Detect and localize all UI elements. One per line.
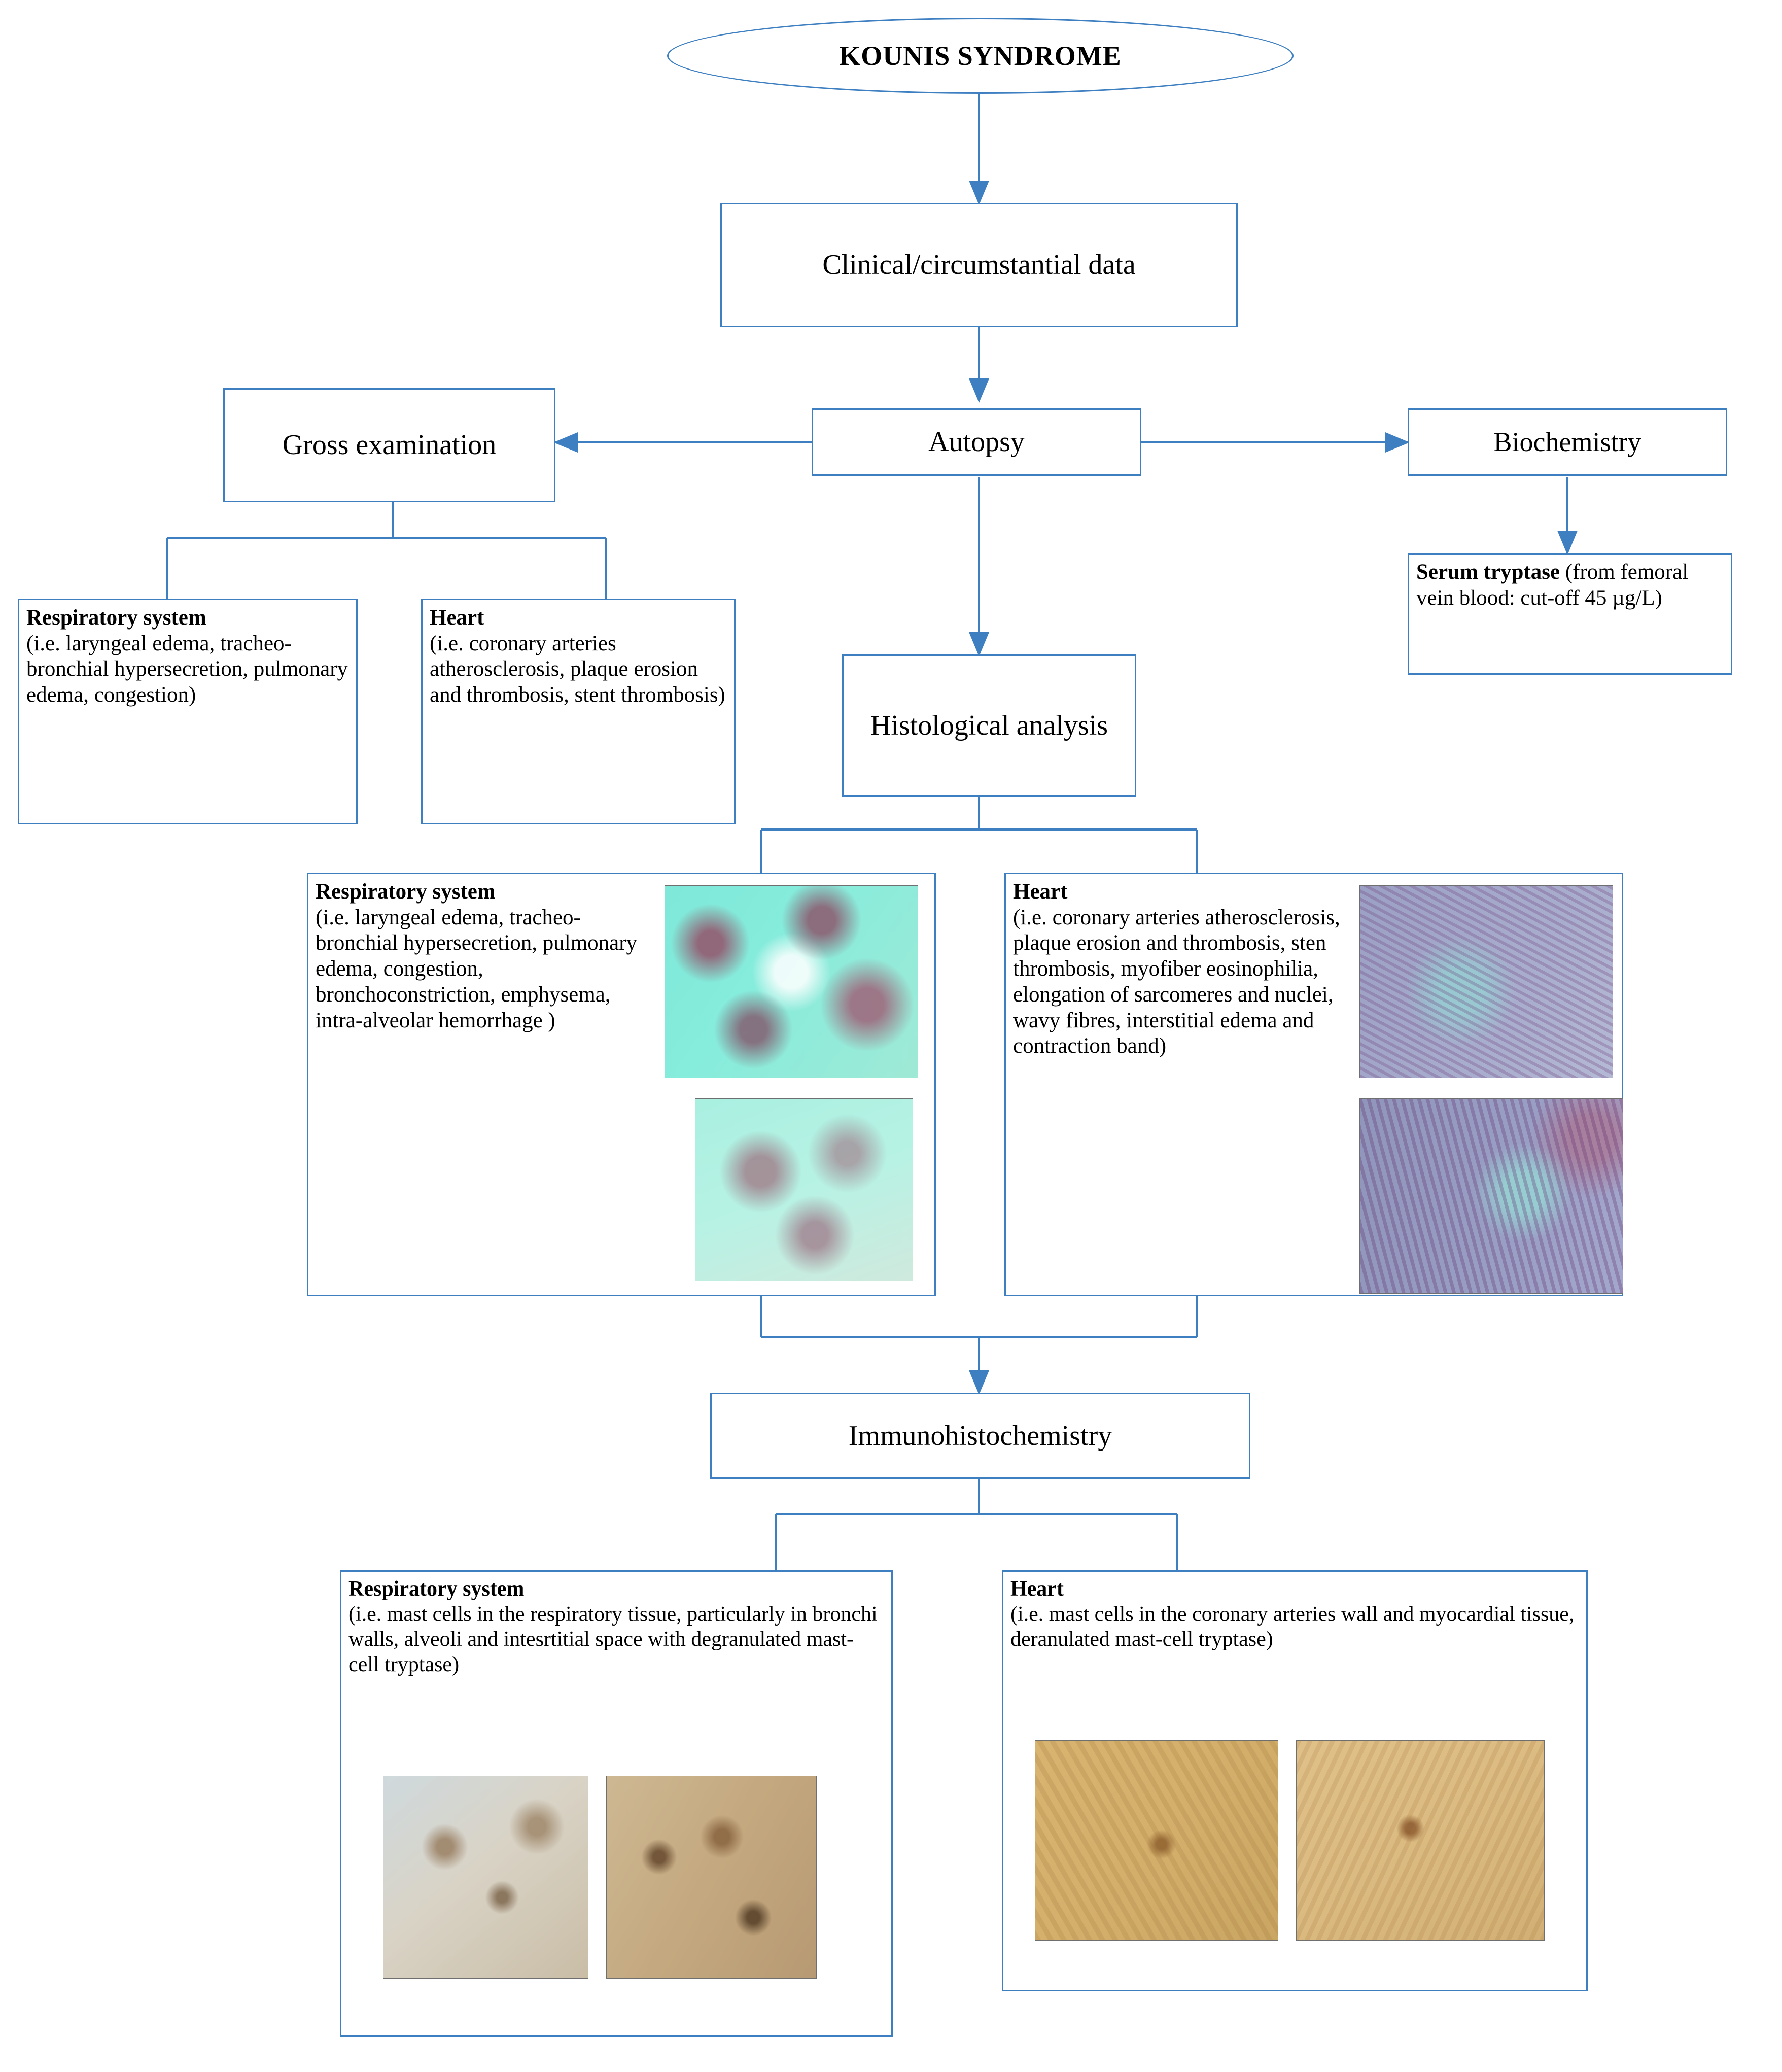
serum-tryptase-heading: Serum tryptase bbox=[1416, 560, 1560, 584]
node-kounis-syndrome-label: KOUNIS SYNDROME bbox=[839, 41, 1122, 71]
histology-heart-image-1 bbox=[1359, 885, 1613, 1078]
ihc-heart-text: (i.e. mast cells in the coronary arteries wall and myocardial tissue, deranulated mast-cell tryptase) bbox=[1010, 1602, 1575, 1651]
node-immunohistochemistry-label: Immunohistochemistry bbox=[848, 1420, 1112, 1452]
node-immunohistochemistry bbox=[710, 1393, 1250, 1479]
ihc-respiratory-heading: Respiratory system bbox=[348, 1577, 525, 1601]
ihc-respiratory-image-1 bbox=[383, 1776, 588, 1979]
ihc-heart-image-2 bbox=[1296, 1740, 1545, 1941]
ihc-heart-image-1 bbox=[1035, 1740, 1278, 1941]
node-autopsy-label: Autopsy bbox=[928, 426, 1025, 458]
gross-respiratory-heading: Respiratory system bbox=[26, 606, 206, 630]
gross-respiratory-text: (i.e. laryngeal edema, tracheo-bronchial hypersecretion, pulmonary edema, congestion) bbox=[26, 631, 348, 707]
node-gross-examination bbox=[223, 388, 555, 502]
node-clinical-data bbox=[720, 203, 1238, 327]
ihc-respiratory-text: (i.e. mast cells in the respiratory tissue, particularly in bronchi walls, alveoli and intesrtitial space with degranulated mast-cell tryptase) bbox=[348, 1602, 878, 1676]
histology-heart-image-2 bbox=[1359, 1098, 1623, 1294]
serum-tryptase-text: (from femoral vein blood: cut-off 45 µg/L) bbox=[1416, 560, 1689, 610]
ihc-heart-heading: Heart bbox=[1010, 1577, 1064, 1601]
histology-heart-heading: Heart bbox=[1013, 880, 1068, 904]
node-clinical-data-label: Clinical/circumstantial data bbox=[822, 249, 1136, 281]
node-autopsy bbox=[812, 408, 1141, 476]
histology-respiratory-image-2 bbox=[695, 1098, 913, 1281]
histology-heart-text: (i.e. coronary arteries atherosclerosis, plaque erosion and thrombosis, sten thrombosis, myofiber eosinophilia, elongation of sarcomeres and nuclei, wavy fibres, interstitial edema and contraction band) bbox=[1013, 905, 1340, 1058]
ihc-respiratory-image-2 bbox=[606, 1776, 817, 1979]
histology-respiratory-text: (i.e. laryngeal edema, tracheo-bronchial hypersecretion, pulmonary edema, congestion, bronchoconstriction, emphysema, intra-alveolar hemorrhage ) bbox=[316, 905, 638, 1032]
node-biochemistry-label: Biochemistry bbox=[1493, 427, 1641, 458]
histology-respiratory-heading: Respiratory system bbox=[316, 880, 496, 904]
node-gross-respiratory bbox=[18, 599, 358, 824]
node-serum-tryptase bbox=[1408, 553, 1732, 675]
node-gross-examination-label: Gross examination bbox=[282, 429, 497, 461]
node-biochemistry bbox=[1408, 408, 1727, 476]
gross-heart-text: (i.e. coronary arteries atherosclerosis, plaque erosion and thrombosis, stent thrombosis) bbox=[430, 631, 725, 707]
gross-heart-heading: Heart bbox=[430, 606, 484, 630]
histology-respiratory-image-1 bbox=[665, 885, 918, 1078]
node-histological-analysis bbox=[842, 654, 1136, 797]
node-gross-heart bbox=[421, 599, 736, 824]
node-histological-analysis-label: Histological analysis bbox=[870, 709, 1108, 741]
node-kounis-syndrome bbox=[667, 18, 1294, 94]
